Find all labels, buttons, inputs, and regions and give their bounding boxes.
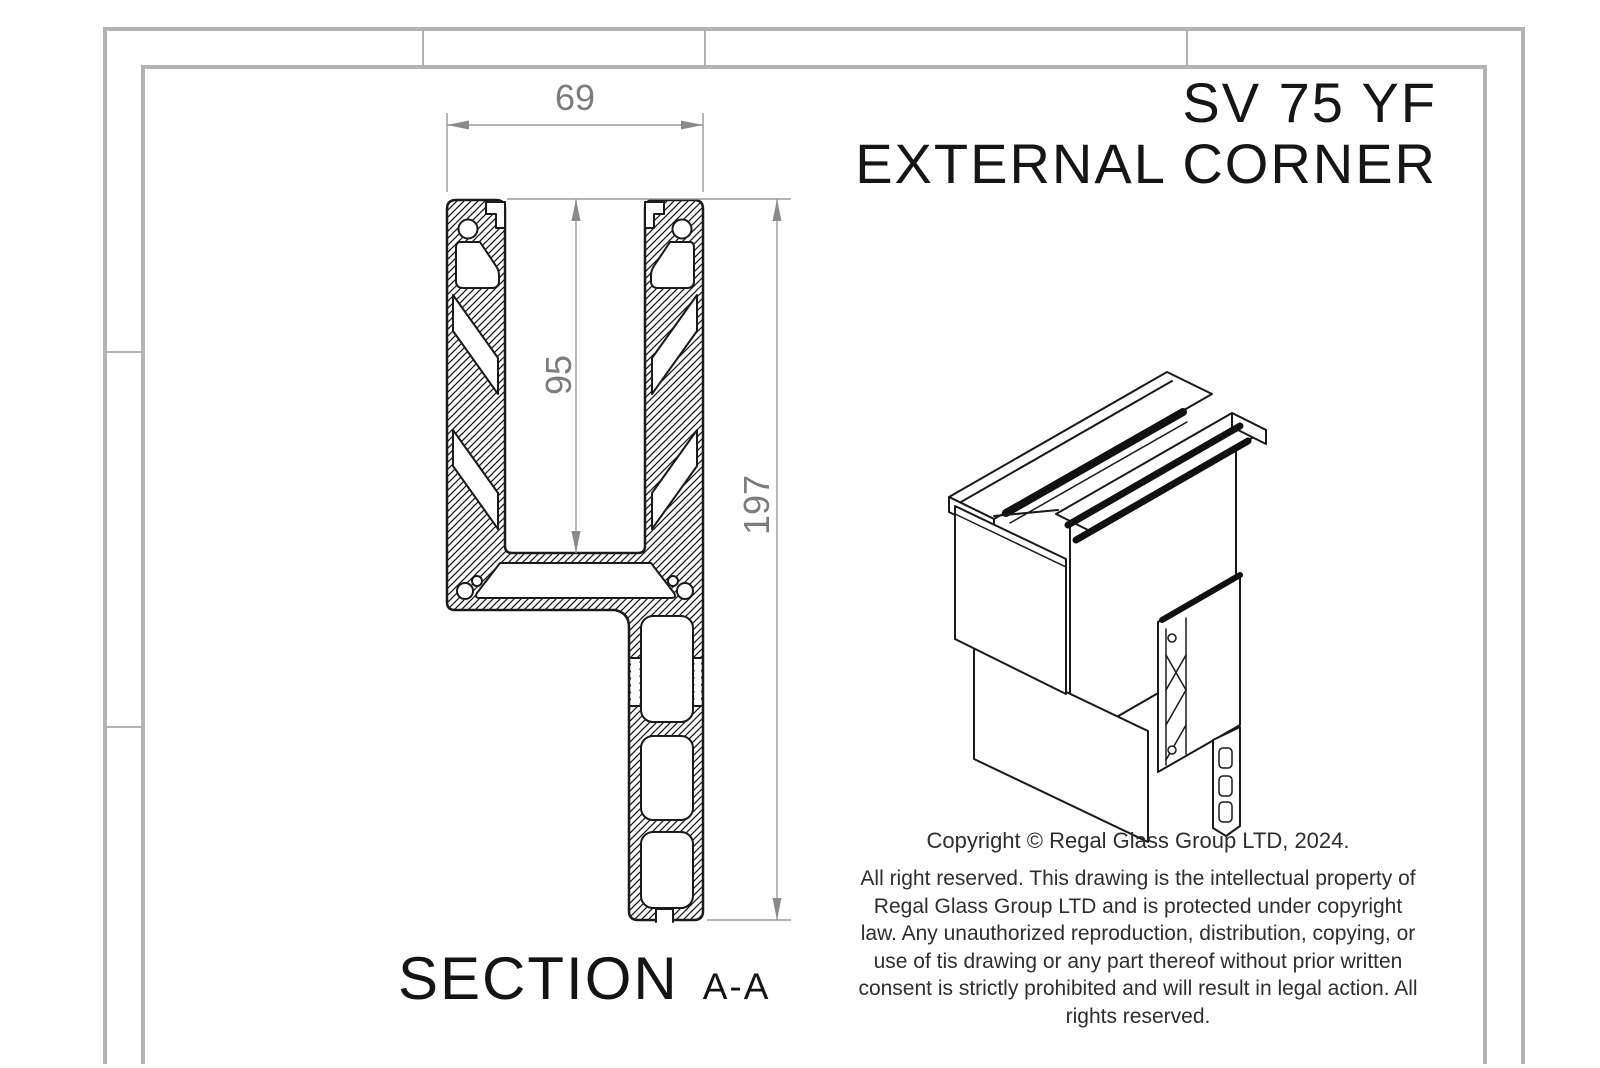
copyright-body-line: All right reserved. This drawing is the intellectual property of <box>860 867 1416 890</box>
iso-leg-voids <box>1219 748 1232 822</box>
copyright-body-line: Regal Glass Group LTD and is protected under copyright <box>873 894 1403 918</box>
profile-void <box>641 736 693 820</box>
profile-void <box>673 220 692 239</box>
section-title-suffix: A-A <box>702 966 771 1007</box>
section-title-text: SECTION <box>398 945 679 1012</box>
copyright-body-line: law. Any unauthorized reproduction, distribution, copying, or <box>860 922 1416 945</box>
profile-void <box>641 832 693 908</box>
dim-value-slot-depth: 95 <box>538 354 579 396</box>
copyright-block <box>808 828 1468 1030</box>
profile-void <box>677 583 693 599</box>
page-title <box>855 72 1437 194</box>
dim-value-height: 197 <box>736 474 777 536</box>
profile-void <box>472 576 482 586</box>
profile-void <box>476 563 675 598</box>
dim-value-width: 69 <box>554 77 596 118</box>
profile-void <box>457 583 473 599</box>
section-title <box>398 944 770 1013</box>
profile-void <box>656 909 673 922</box>
profile-void <box>459 220 478 239</box>
profile-void <box>641 616 693 722</box>
section-view <box>447 200 703 922</box>
title-line-type: EXTERNAL CORNER <box>855 132 1437 195</box>
copyright-line: Copyright © Regal Glass Group LTD, 2024. <box>926 828 1350 853</box>
profile-void <box>668 576 678 586</box>
copyright-body-line: rights reserved. <box>1065 1004 1211 1028</box>
isometric-view <box>949 372 1266 842</box>
iso-glass-panel-left <box>955 506 1066 694</box>
copyright-body-line: use of tis drawing or any part thereof without prior written <box>873 949 1403 973</box>
title-line-model: SV 75 YF <box>1182 71 1437 134</box>
copyright-body-line: consent is strictly prohibited and will result in legal action. All <box>858 977 1418 1000</box>
